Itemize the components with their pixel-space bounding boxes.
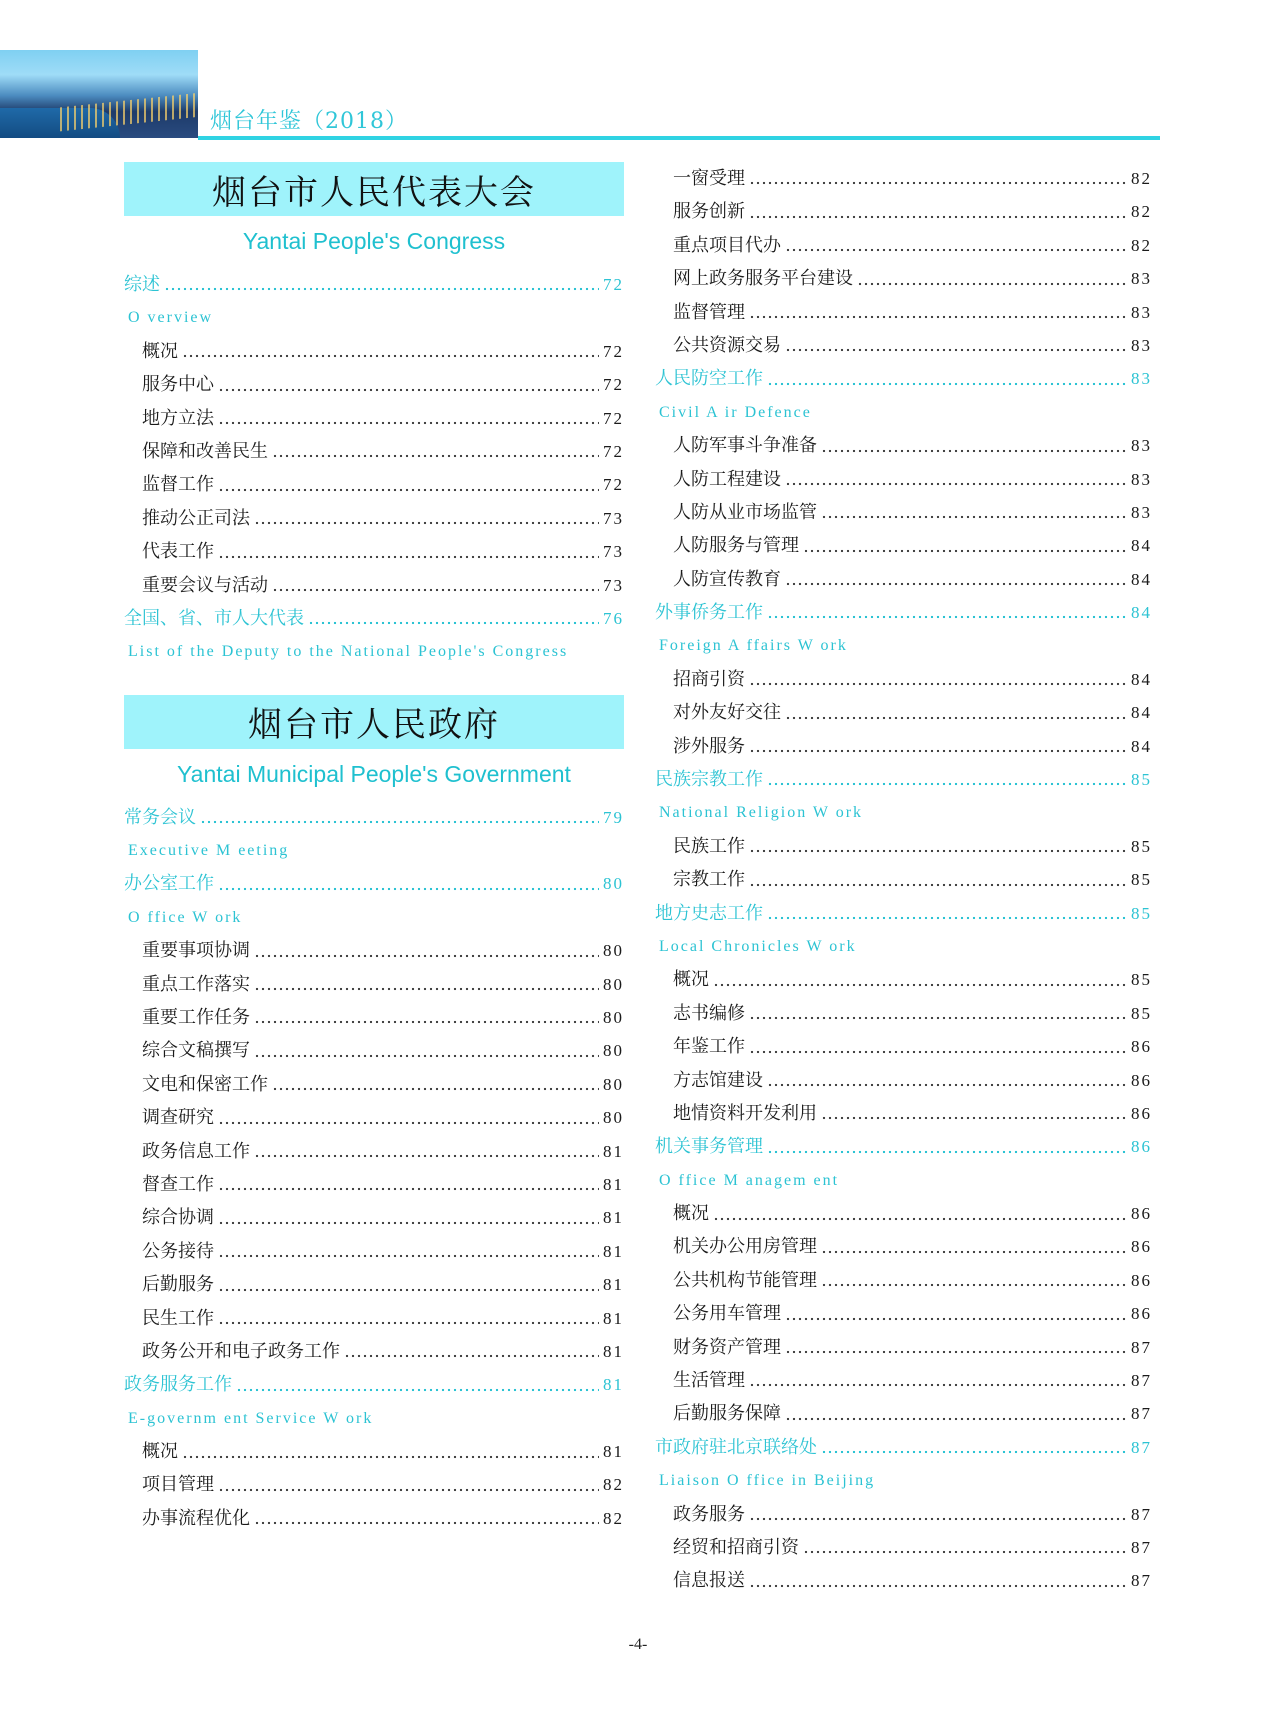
dot-leader bbox=[821, 1109, 1127, 1121]
toc-entry-label: 政务服务工作 bbox=[124, 1374, 232, 1396]
toc-entry-page: 85 bbox=[1131, 836, 1152, 856]
toc-entry-page: 80 bbox=[603, 1108, 624, 1128]
toc-entry-label: 政务信息工作 bbox=[142, 1140, 250, 1162]
toc-entry-page: 87 bbox=[1131, 1504, 1152, 1524]
toc-heading-entry[interactable] bbox=[124, 268, 624, 301]
toc-entry-label: 民族宗教工作 bbox=[655, 769, 763, 791]
section-title-english: Yantai People's Congress bbox=[242, 228, 506, 254]
toc-entry-label: 涉外服务 bbox=[673, 735, 745, 757]
toc-heading-entry[interactable] bbox=[124, 867, 624, 900]
dot-leader bbox=[749, 208, 1127, 220]
toc-entry[interactable] bbox=[655, 997, 1152, 1030]
toc-entry-page: 80 bbox=[603, 874, 624, 894]
toc-heading-entry[interactable] bbox=[655, 763, 1152, 796]
dot-leader bbox=[182, 347, 599, 359]
toc-entry[interactable] bbox=[124, 335, 624, 368]
toc-entry-page: 85 bbox=[1131, 970, 1152, 990]
toc-entry[interactable] bbox=[124, 1469, 624, 1502]
toc-entry[interactable] bbox=[124, 1235, 624, 1268]
toc-entry[interactable] bbox=[655, 229, 1152, 262]
dot-leader bbox=[218, 880, 599, 892]
dot-leader bbox=[749, 842, 1127, 854]
toc-entry-label: 机关办公用房管理 bbox=[673, 1236, 817, 1258]
toc-entry[interactable] bbox=[655, 1030, 1152, 1063]
toc-entry-label: 概况 bbox=[673, 1203, 709, 1225]
toc-entry-label: 督查工作 bbox=[142, 1173, 214, 1195]
toc-entry[interactable] bbox=[124, 569, 624, 602]
toc-entry[interactable] bbox=[124, 968, 624, 1001]
toc-entry-english: E-governm ent Service W ork bbox=[128, 1409, 374, 1427]
toc-heading-entry[interactable] bbox=[124, 1368, 624, 1401]
toc-entry-page: 86 bbox=[1131, 1237, 1152, 1257]
toc-entry-page: 84 bbox=[1131, 669, 1152, 689]
toc-entry[interactable] bbox=[124, 435, 624, 468]
dot-leader bbox=[218, 381, 599, 393]
toc-heading-entry[interactable] bbox=[124, 602, 624, 635]
toc-entry-page: 73 bbox=[603, 542, 624, 562]
toc-entry[interactable] bbox=[124, 468, 624, 501]
toc-heading-entry[interactable] bbox=[655, 1431, 1152, 1464]
toc-entry-page: 86 bbox=[1131, 1103, 1152, 1123]
toc-entry-page: 72 bbox=[603, 375, 624, 395]
city-skyline-image bbox=[0, 50, 198, 138]
dot-leader bbox=[713, 1210, 1127, 1222]
toc-entry-label: 公共资源交易 bbox=[673, 334, 781, 356]
toc-entry[interactable] bbox=[655, 1531, 1152, 1564]
toc-entry-label: 办事流程优化 bbox=[142, 1507, 250, 1529]
toc-entry-label: 民生工作 bbox=[142, 1307, 214, 1329]
toc-entry-page: 85 bbox=[1131, 1003, 1152, 1023]
dot-leader bbox=[749, 1510, 1127, 1522]
toc-heading-entry[interactable] bbox=[655, 897, 1152, 930]
toc-entry-page: 82 bbox=[1131, 235, 1152, 255]
dot-leader bbox=[785, 475, 1127, 487]
dot-leader bbox=[803, 1543, 1127, 1555]
toc-entry-page: 87 bbox=[1131, 1437, 1152, 1457]
toc-entry-label: 经贸和招商引资 bbox=[673, 1537, 799, 1558]
toc-entry-label: 人防宣传教育 bbox=[673, 568, 781, 590]
toc-heading-entry[interactable] bbox=[124, 801, 624, 834]
toc-entry-label: 地方史志工作 bbox=[655, 902, 763, 924]
toc-entry-label: 地情资料开发利用 bbox=[673, 1102, 817, 1124]
toc-entry-page: 84 bbox=[1131, 603, 1152, 623]
dot-leader bbox=[200, 813, 599, 825]
toc-entry[interactable] bbox=[655, 296, 1152, 329]
toc-entry-label: 重点工作落实 bbox=[142, 973, 250, 995]
toc-entry-label: 财务资产管理 bbox=[673, 1336, 781, 1358]
dot-leader bbox=[785, 709, 1127, 721]
toc-entry-page: 82 bbox=[1131, 202, 1152, 222]
toc-entry-label: 人民防空工作 bbox=[655, 368, 763, 390]
dot-leader bbox=[254, 947, 599, 959]
dot-leader bbox=[254, 1514, 599, 1526]
toc-entry-english: Civil A ir Defence bbox=[659, 403, 812, 421]
dot-leader bbox=[821, 508, 1127, 520]
toc-entry-label: 人防工程建设 bbox=[673, 468, 781, 490]
dot-leader bbox=[164, 280, 599, 292]
dot-leader bbox=[749, 1577, 1127, 1589]
toc-entry[interactable] bbox=[655, 1297, 1152, 1330]
toc-entry[interactable] bbox=[655, 162, 1152, 195]
dot-leader bbox=[803, 542, 1127, 554]
toc-entry-label: 重要事项协调 bbox=[142, 940, 250, 962]
dot-leader bbox=[254, 1147, 599, 1159]
dot-leader bbox=[272, 1080, 599, 1092]
toc-entry[interactable] bbox=[655, 496, 1152, 529]
toc-entry-page: 86 bbox=[1131, 1204, 1152, 1224]
toc-entry-label: 人防从业市场监管 bbox=[673, 501, 817, 523]
dot-leader bbox=[218, 414, 599, 426]
toc-entry-label: 人防军事斗争准备 bbox=[673, 435, 817, 457]
dot-leader bbox=[272, 581, 599, 593]
toc-entry[interactable] bbox=[655, 663, 1152, 696]
toc-entry[interactable] bbox=[655, 1364, 1152, 1397]
toc-entry-english: List of the Deputy to the National People's Congress bbox=[128, 643, 569, 661]
toc-entry-page: 87 bbox=[1131, 1538, 1152, 1557]
toc-entry-label: 宗教工作 bbox=[673, 869, 745, 891]
toc-entry[interactable] bbox=[655, 1097, 1152, 1130]
toc-entry[interactable] bbox=[655, 563, 1152, 596]
toc-entry-english: Local Chronicles W ork bbox=[659, 937, 857, 955]
toc-entry-english: O verview bbox=[128, 309, 214, 327]
toc-entry[interactable] bbox=[655, 195, 1152, 228]
toc-entry-page: 85 bbox=[1131, 903, 1152, 923]
toc-entry[interactable] bbox=[655, 529, 1152, 562]
toc-entry[interactable] bbox=[124, 1335, 624, 1368]
toc-entry-label: 办公室工作 bbox=[124, 873, 214, 895]
toc-entry-page: 80 bbox=[603, 1074, 624, 1094]
toc-entry-label: 信息报送 bbox=[673, 1570, 745, 1592]
yearbook-title: 烟台年鉴（2018） bbox=[210, 109, 408, 134]
dot-leader bbox=[749, 308, 1127, 320]
dot-leader bbox=[821, 1443, 1127, 1455]
toc-entry-label: 公务接待 bbox=[142, 1240, 214, 1262]
toc-entry-label: 人防服务与管理 bbox=[673, 535, 799, 557]
dot-leader bbox=[218, 1247, 599, 1259]
dot-leader bbox=[182, 1448, 599, 1460]
dot-leader bbox=[236, 1381, 599, 1393]
dot-leader bbox=[785, 1343, 1127, 1355]
toc-entry[interactable] bbox=[124, 1068, 624, 1101]
toc-entry-label: 市政府驻北京联络处 bbox=[655, 1436, 817, 1458]
toc-entry-label: 综合文稿撰写 bbox=[142, 1040, 250, 1062]
dot-leader bbox=[767, 1143, 1127, 1155]
toc-entry[interactable] bbox=[655, 963, 1152, 996]
toc-entry-english: Foreign A ffairs W ork bbox=[659, 637, 848, 655]
toc-entry-label: 全国、省、市人大代表 bbox=[124, 607, 304, 629]
toc-entry-page: 86 bbox=[1131, 1137, 1152, 1157]
toc-entry-label: 文电和保密工作 bbox=[142, 1073, 268, 1095]
toc-entry-label: 监督管理 bbox=[673, 301, 745, 323]
toc-entry-label: 地方立法 bbox=[142, 407, 214, 429]
toc-entry[interactable] bbox=[655, 262, 1152, 295]
toc-entry-page: 72 bbox=[603, 441, 624, 461]
toc-entry-page: 84 bbox=[1131, 703, 1152, 723]
toc-entry[interactable] bbox=[124, 1168, 624, 1201]
toc-entry-page: 87 bbox=[1131, 1337, 1152, 1357]
toc-entry-label: 保障和改善民生 bbox=[142, 440, 268, 462]
toc-entry-label: 服务中心 bbox=[142, 374, 214, 396]
toc-entry-page: 81 bbox=[603, 1141, 624, 1161]
toc-entry-label: 常务会议 bbox=[124, 806, 196, 828]
toc-entry[interactable] bbox=[655, 1264, 1152, 1297]
section-title: 烟台市人民代表大会 bbox=[124, 162, 624, 216]
toc-entry-page: 86 bbox=[1131, 1037, 1152, 1057]
dot-leader bbox=[218, 1481, 599, 1493]
dot-leader bbox=[218, 1314, 599, 1326]
toc-entry-label: 重要会议与活动 bbox=[142, 574, 268, 596]
toc-entry[interactable] bbox=[655, 696, 1152, 729]
dot-leader bbox=[218, 1214, 599, 1226]
page-number: -4- bbox=[628, 1636, 648, 1653]
toc-entry-page: 80 bbox=[603, 1008, 624, 1028]
toc-entry-page: 86 bbox=[1131, 1270, 1152, 1290]
toc-entry-page: 84 bbox=[1131, 569, 1152, 589]
toc-entry[interactable] bbox=[124, 934, 624, 967]
toc-entry-page: 83 bbox=[1131, 469, 1152, 489]
dot-leader bbox=[785, 241, 1127, 253]
toc-entry-page: 73 bbox=[603, 575, 624, 595]
toc-entry-page: 83 bbox=[1131, 302, 1152, 322]
toc-entry-page: 84 bbox=[1131, 736, 1152, 756]
dot-leader bbox=[254, 980, 599, 992]
toc-entry-page: 80 bbox=[603, 1041, 624, 1061]
toc-entry[interactable] bbox=[655, 1231, 1152, 1264]
dot-leader bbox=[821, 442, 1127, 454]
toc-entry-page: 73 bbox=[603, 508, 624, 528]
toc-entry-page: 82 bbox=[1131, 168, 1152, 188]
toc-entry-label: 公务用车管理 bbox=[673, 1303, 781, 1325]
toc-entry-label: 外事侨务工作 bbox=[655, 602, 763, 624]
toc-entry-label: 综合协调 bbox=[142, 1207, 214, 1229]
toc-entry-page: 80 bbox=[603, 974, 624, 994]
dot-leader bbox=[308, 614, 599, 626]
toc-entry-page: 81 bbox=[603, 1241, 624, 1261]
toc-entry[interactable] bbox=[124, 502, 624, 535]
toc-entry-english: O ffice W ork bbox=[128, 908, 243, 926]
toc-entry-page: 83 bbox=[1131, 502, 1152, 522]
toc-entry-english: Executive M eeting bbox=[128, 842, 290, 860]
dot-leader bbox=[254, 514, 599, 526]
dot-leader bbox=[785, 1410, 1127, 1422]
toc-heading-entry[interactable] bbox=[655, 1130, 1152, 1163]
dot-leader bbox=[767, 909, 1127, 921]
toc-entry-label: 项目管理 bbox=[142, 1474, 214, 1496]
toc-entry[interactable] bbox=[124, 1502, 624, 1535]
dot-leader bbox=[218, 1281, 599, 1293]
toc-entry[interactable] bbox=[655, 1331, 1152, 1364]
dot-leader bbox=[749, 174, 1127, 186]
toc-entry-page: 72 bbox=[603, 274, 624, 294]
toc-entry[interactable] bbox=[124, 1001, 624, 1034]
toc-entry-page: 72 bbox=[603, 341, 624, 361]
dot-leader bbox=[749, 1043, 1127, 1055]
dot-leader bbox=[218, 1114, 599, 1126]
toc-heading-entry[interactable] bbox=[655, 362, 1152, 395]
dot-leader bbox=[749, 876, 1127, 888]
toc-entry-page: 81 bbox=[603, 1442, 624, 1462]
page-header bbox=[0, 50, 1160, 140]
toc-entry-page: 83 bbox=[1131, 335, 1152, 355]
toc-entry[interactable] bbox=[655, 730, 1152, 763]
dot-leader bbox=[785, 1310, 1127, 1322]
toc-entry[interactable] bbox=[655, 1498, 1152, 1531]
toc-entry-label: 招商引资 bbox=[673, 668, 745, 690]
toc-entry[interactable] bbox=[124, 1435, 624, 1468]
toc-entry-page: 81 bbox=[603, 1375, 624, 1395]
toc-entry-label: 志书编修 bbox=[673, 1002, 745, 1024]
section-gap bbox=[124, 669, 624, 695]
toc-entry-page: 85 bbox=[1131, 770, 1152, 790]
toc-entry[interactable] bbox=[124, 1201, 624, 1234]
dot-leader bbox=[272, 447, 599, 459]
toc-entry[interactable] bbox=[124, 402, 624, 435]
toc-entry-label: 生活管理 bbox=[673, 1370, 745, 1392]
toc-entry-page: 87 bbox=[1131, 1404, 1152, 1424]
toc-heading-entry[interactable] bbox=[655, 596, 1152, 629]
toc-entry-page: 86 bbox=[1131, 1304, 1152, 1324]
toc-entry-label: 网上政务服务平台建设 bbox=[673, 268, 853, 290]
dot-leader bbox=[785, 341, 1127, 353]
dot-leader bbox=[767, 375, 1127, 387]
toc-entry-page: 72 bbox=[603, 475, 624, 495]
toc-entry-page: 83 bbox=[1131, 436, 1152, 456]
toc-entry-label: 代表工作 bbox=[142, 541, 214, 563]
toc-entry[interactable] bbox=[655, 463, 1152, 496]
dot-leader bbox=[767, 608, 1127, 620]
dot-leader bbox=[749, 742, 1127, 754]
toc-entry[interactable] bbox=[655, 830, 1152, 863]
toc-entry-page: 85 bbox=[1131, 870, 1152, 890]
toc-entry-page: 80 bbox=[603, 941, 624, 961]
dot-leader bbox=[749, 675, 1127, 687]
toc-entry-english: Liaison O ffice in Beijing bbox=[659, 1472, 876, 1490]
dot-leader bbox=[218, 481, 599, 493]
toc-entry-english: O ffice M anagem ent bbox=[659, 1171, 840, 1189]
dot-leader bbox=[344, 1347, 599, 1359]
toc-entry-label: 年鉴工作 bbox=[673, 1036, 745, 1058]
toc-entry-page: 76 bbox=[603, 608, 624, 628]
dot-leader bbox=[857, 275, 1127, 287]
toc-entry-page: 79 bbox=[603, 807, 624, 827]
toc-entry-page: 87 bbox=[1131, 1371, 1152, 1391]
dot-leader bbox=[749, 1009, 1127, 1021]
section-title: 烟台市人民政府 bbox=[124, 695, 624, 749]
toc-entry-page: 72 bbox=[603, 408, 624, 428]
toc-entry[interactable] bbox=[124, 1034, 624, 1067]
toc-entry-label: 概况 bbox=[142, 1441, 178, 1463]
toc-entry[interactable] bbox=[124, 1101, 624, 1134]
toc-entry-page: 81 bbox=[603, 1275, 624, 1295]
toc-entry-label: 民族工作 bbox=[673, 835, 745, 857]
toc-entry-page: 81 bbox=[603, 1208, 624, 1228]
toc-entry[interactable] bbox=[655, 1397, 1152, 1430]
toc-entry-label: 公共机构节能管理 bbox=[673, 1269, 817, 1291]
toc-entry[interactable] bbox=[655, 863, 1152, 896]
dot-leader bbox=[254, 1047, 599, 1059]
dot-leader bbox=[767, 1076, 1127, 1088]
toc-entry-label: 推动公正司法 bbox=[142, 507, 250, 529]
dot-leader bbox=[767, 775, 1127, 787]
toc-entry-label: 后勤服务 bbox=[142, 1274, 214, 1296]
toc-entry-page: 81 bbox=[603, 1341, 624, 1361]
dot-leader bbox=[218, 548, 599, 560]
toc-entry-page: 82 bbox=[603, 1508, 624, 1528]
toc-entry-page: 84 bbox=[1131, 536, 1152, 556]
toc-entry-label: 政务服务 bbox=[673, 1503, 745, 1525]
toc-entry-label: 概况 bbox=[673, 969, 709, 991]
toc-entry-page: 86 bbox=[1131, 1070, 1152, 1090]
toc-entry-label: 重要工作任务 bbox=[142, 1007, 250, 1029]
toc-entry-label: 政务公开和电子政务工作 bbox=[142, 1340, 340, 1362]
toc-entry[interactable] bbox=[124, 1135, 624, 1168]
toc-entry-page: 83 bbox=[1131, 269, 1152, 289]
dot-leader bbox=[254, 1013, 599, 1025]
toc-entry[interactable] bbox=[655, 329, 1152, 362]
toc-entry-label: 服务创新 bbox=[673, 201, 745, 223]
dot-leader bbox=[218, 1180, 599, 1192]
toc-entry[interactable] bbox=[124, 535, 624, 568]
dot-leader bbox=[785, 575, 1127, 587]
toc-entry-label: 一窗受理 bbox=[673, 167, 745, 189]
toc-entry-label: 综述 bbox=[124, 273, 160, 295]
toc-left-column bbox=[124, 162, 624, 1535]
toc-entry-page: 87 bbox=[1131, 1571, 1152, 1591]
toc-entry[interactable] bbox=[655, 1564, 1152, 1597]
toc-entry-label: 对外友好交往 bbox=[673, 702, 781, 724]
dot-leader bbox=[749, 1376, 1127, 1388]
toc-right-column bbox=[655, 162, 1152, 1598]
toc-entry-page: 82 bbox=[603, 1475, 624, 1495]
toc-entry-label: 概况 bbox=[142, 340, 178, 362]
toc-entry-label: 监督工作 bbox=[142, 474, 214, 496]
dot-leader bbox=[821, 1243, 1127, 1255]
toc-entry-page: 81 bbox=[603, 1174, 624, 1194]
toc-entry-label: 调查研究 bbox=[142, 1107, 214, 1129]
toc-entry-label: 重点项目代办 bbox=[673, 234, 781, 256]
toc-entry[interactable] bbox=[655, 429, 1152, 462]
toc-entry[interactable] bbox=[124, 1268, 624, 1301]
toc-entry[interactable] bbox=[655, 1197, 1152, 1230]
toc-entry[interactable] bbox=[655, 1064, 1152, 1097]
dot-leader bbox=[821, 1276, 1127, 1288]
toc-entry-page: 83 bbox=[1131, 369, 1152, 389]
toc-entry-english: National Religion W ork bbox=[659, 804, 864, 822]
toc-entry-page: 81 bbox=[603, 1308, 624, 1328]
section-title-english: Yantai Municipal People's Government bbox=[177, 760, 571, 787]
toc-entry-label: 后勤服务保障 bbox=[673, 1403, 781, 1425]
toc-entry-label: 机关事务管理 bbox=[655, 1136, 763, 1158]
toc-entry[interactable] bbox=[124, 368, 624, 401]
toc-entry-label: 方志馆建设 bbox=[673, 1069, 763, 1091]
dot-leader bbox=[713, 976, 1127, 988]
city-lights-shape bbox=[60, 93, 198, 132]
header-rule bbox=[198, 136, 1160, 140]
toc-entry[interactable] bbox=[124, 1302, 624, 1335]
